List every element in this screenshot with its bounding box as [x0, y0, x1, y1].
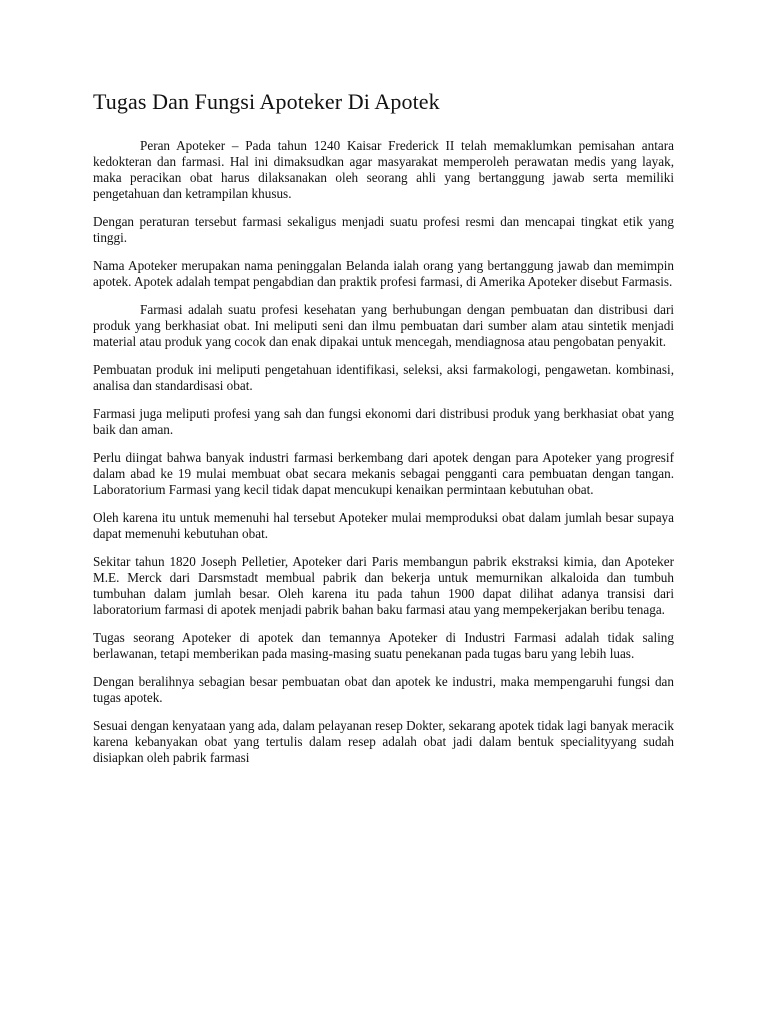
paragraph-5: Pembuatan produk ini meliputi pengetahuan identifikasi, seleksi, aksi farmakologi, pengawetan. kombinasi, analisa dan standardisasi obat.: [93, 362, 674, 393]
paragraph-2: Dengan peraturan tersebut farmasi sekaligus menjadi suatu profesi resmi dan mencapai tingkat etik yang tinggi.: [93, 214, 674, 245]
paragraph-8: Oleh karena itu untuk memenuhi hal tersebut Apoteker mulai memproduksi obat dalam jumlah besar supaya dapat memenuhi kebutuhan obat.: [93, 510, 674, 541]
paragraph-11: Dengan beralihnya sebagian besar pembuatan obat dan apotek ke industri, maka mempengaruhi fungsi dan tugas apotek.: [93, 674, 674, 705]
paragraph-6: Farmasi juga meliputi profesi yang sah dan fungsi ekonomi dari distribusi produk yang berkhasiat obat yang baik dan aman.: [93, 406, 674, 437]
paragraph-1: Peran Apoteker – Pada tahun 1240 Kaisar Frederick II telah memaklumkan pemisahan antara kedokteran dan farmasi. Hal ini dimaksudkan agar masyarakat memperoleh perawatan medis yang layak, maka peracikan obat harus dilaksanakan oleh seorang ahli yang bertanggung jawab serta memiliki pengetahuan dan ketrampilan khusus.: [93, 138, 674, 201]
paragraph-3: Nama Apoteker merupakan nama peninggalan Belanda ialah orang yang bertanggung jawab dan memimpin apotek. Apotek adalah tempat pengabdian dan praktik profesi farmasi, di Amerika Apoteker disebut Farmasis.: [93, 258, 674, 289]
paragraph-9: Sekitar tahun 1820 Joseph Pelletier, Apoteker dari Paris membangun pabrik ekstraksi kimia, dan Apoteker M.E. Merck dari Darsmstadt membual pabrik dan bekerja untuk memurnikan alkaloida dan tumbuh tumbuhan dalam jumlah besar. Oleh karena itu pada tahun 1900 dapat dilihat adanya transisi dari laboratorium farmasi di apotek menjadi pabrik bahan baku farmasi atau yang mempekerjakan beribu tenaga.: [93, 554, 674, 617]
paragraph-10: Tugas seorang Apoteker di apotek dan temannya Apoteker di Industri Farmasi adalah tidak saling berlawanan, tetapi memberikan pada masing-masing suatu penekanan pada tugas baru yang lebih luas.: [93, 630, 674, 661]
document-page: [93, 88, 674, 778]
paragraph-7: Perlu diingat bahwa banyak industri farmasi berkembang dari apotek dengan para Apoteker yang progresif dalam abad ke 19 mulai membuat obat secara mekanis sebagai pengganti cara pembuatan dengan tangan. Laboratorium Farmasi yang kecil tidak dapat mencukupi kenaikan permintaan kebutuhan obat.: [93, 450, 674, 497]
paragraph-4: Farmasi adalah suatu profesi kesehatan yang berhubungan dengan pembuatan dan distribusi dari produk yang berkhasiat obat. Ini meliputi seni dan ilmu pembuatan dari sumber alam atau sintetik menjadi material atau produk yang cocok dan enak dipakai untuk mencegah, mendiagnosa atau pengobatan penyakit.: [93, 302, 674, 349]
document-title: Tugas Dan Fungsi Apoteker Di Apotek: [93, 89, 440, 114]
paragraph-12: Sesuai dengan kenyataan yang ada, dalam pelayanan resep Dokter, sekarang apotek tidak lagi banyak meracik karena kebanyakan obat yang tertulis dalam resep adalah obat jadi dalam bentuk specialityyang sudah disiapkan oleh pabrik farmasi: [93, 718, 674, 765]
